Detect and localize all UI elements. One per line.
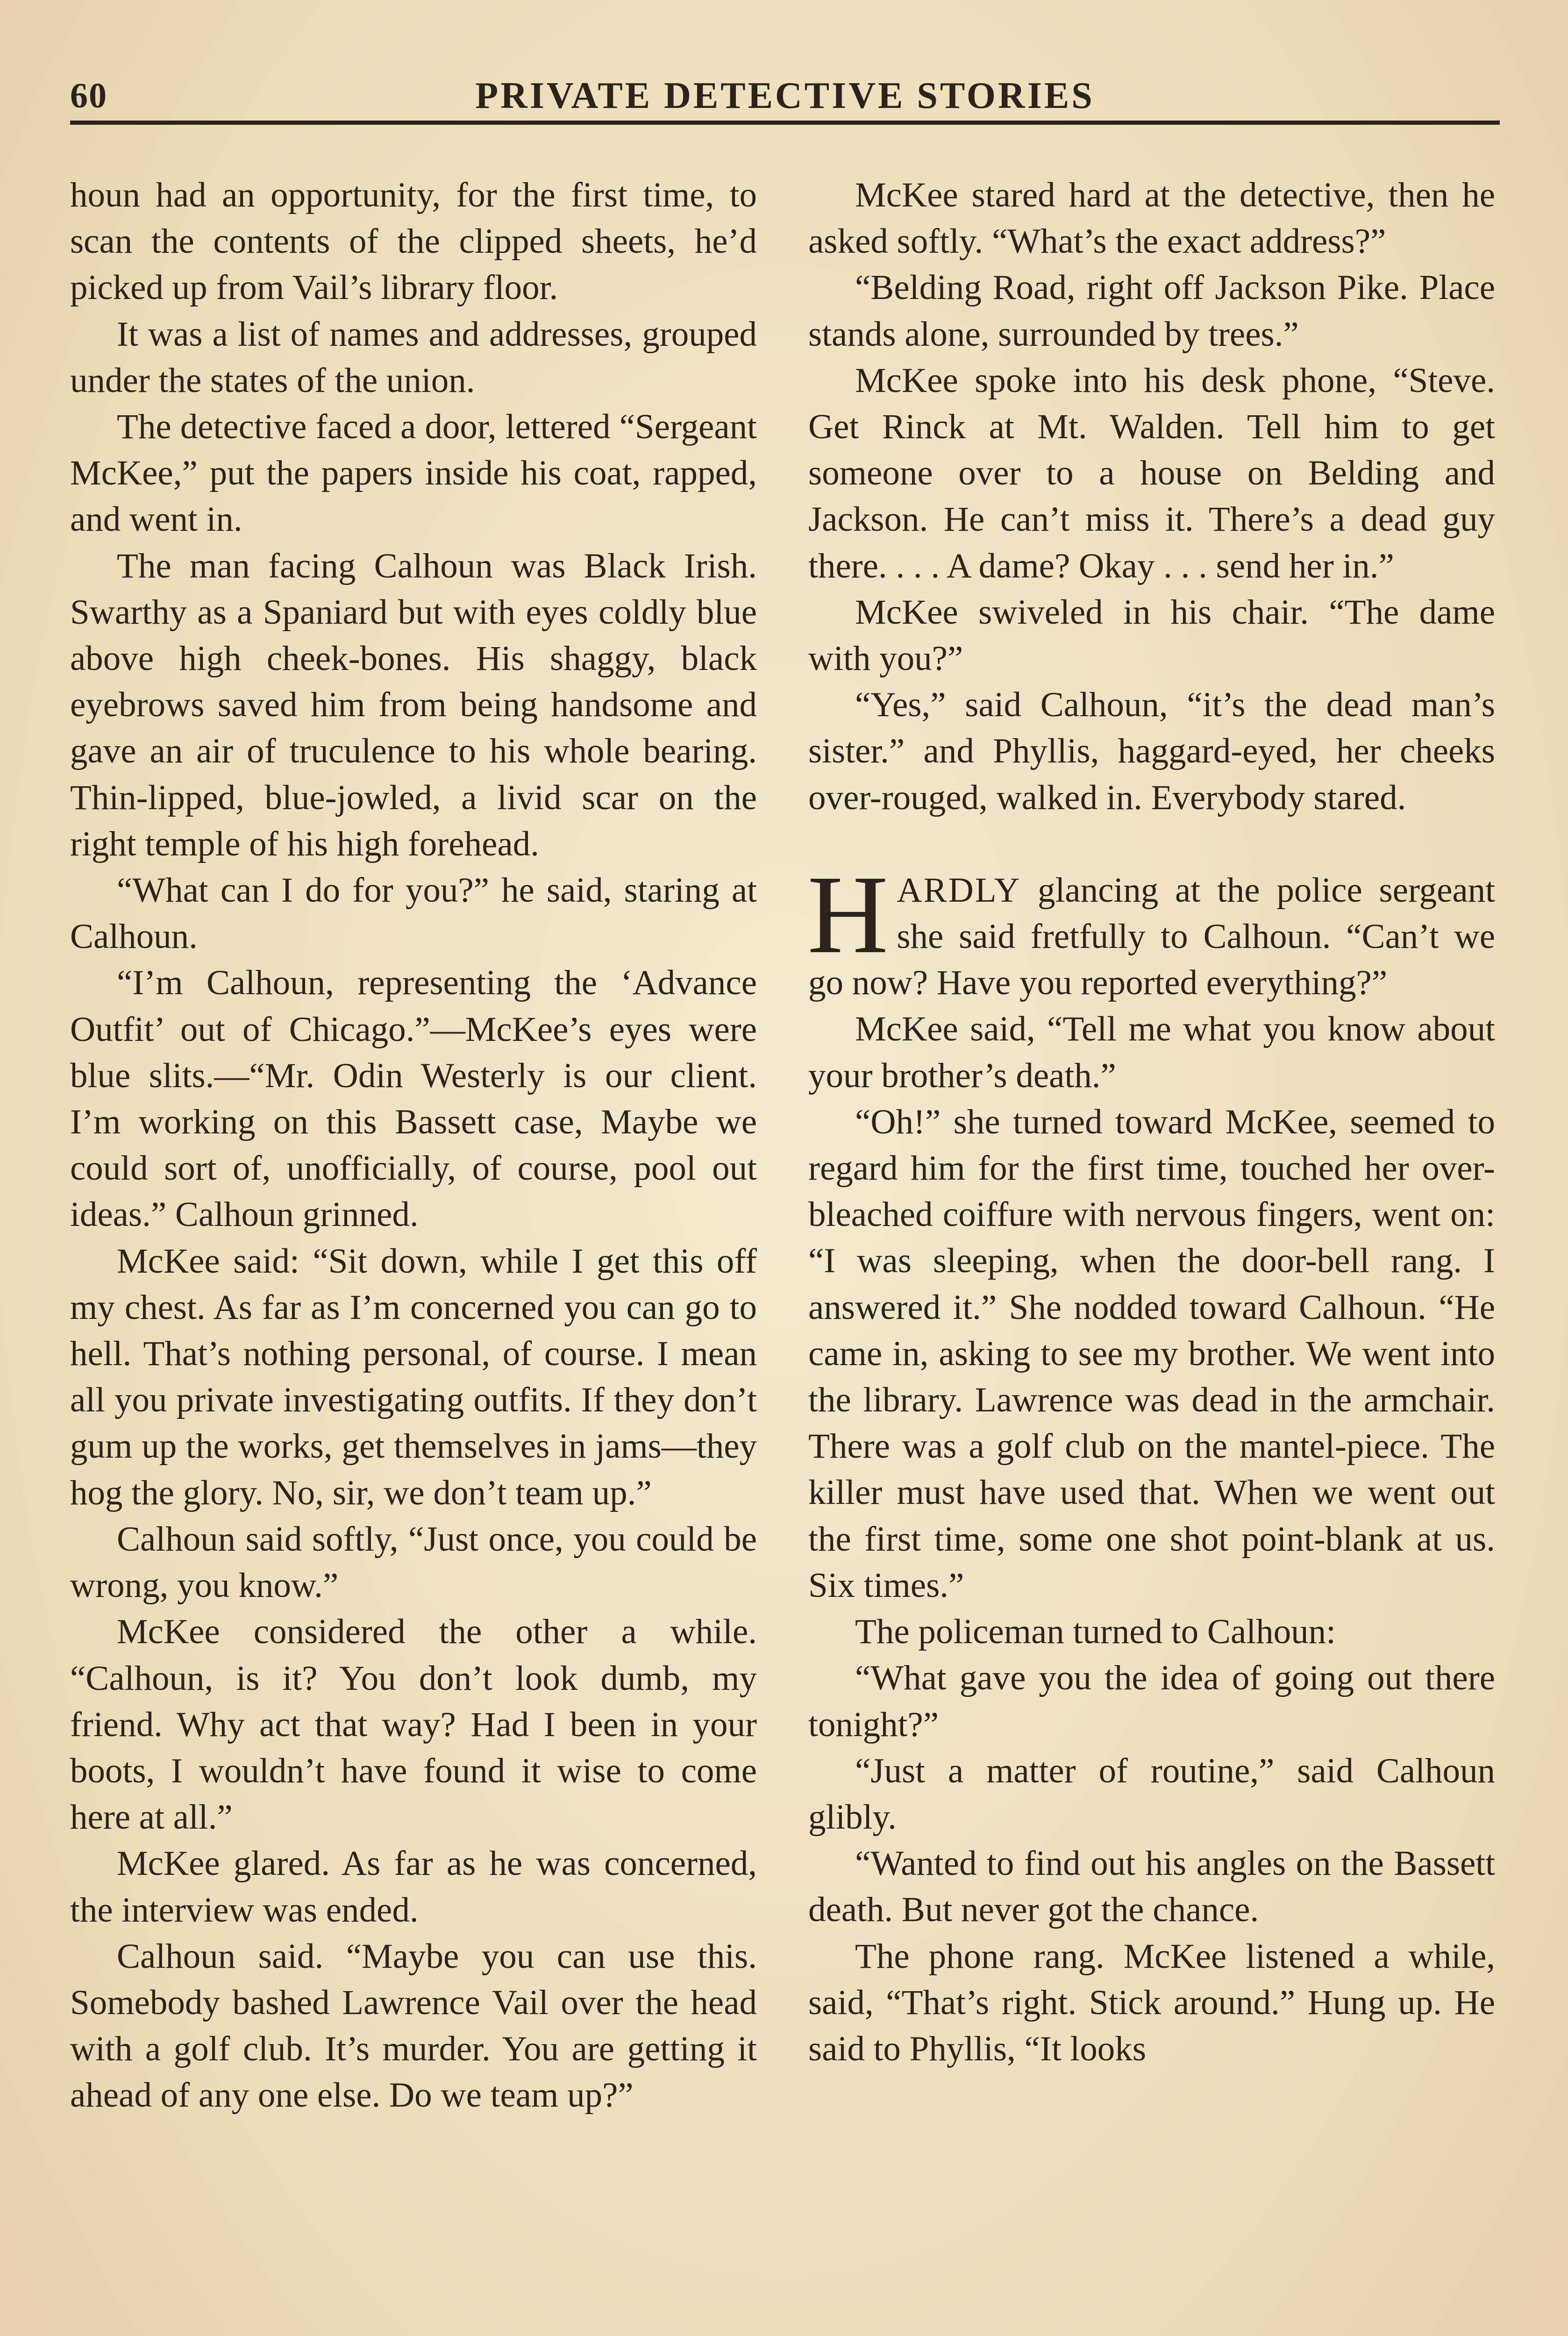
paragraph: “Yes,” said Calhoun, “it’s the dead man’s sister.” and Phyllis, haggard-eyed, her cheeks over-rouged, walked in. Everybody stared. [808,685,1495,817]
paragraph: McKee said, “Tell me what you know about your brother’s death.” [808,1010,1495,1095]
paragraph: McKee swiveled in his chair. “The dame with you?” [808,592,1495,678]
paragraph: The detective faced a door, lettered “Sergeant McKee,” put the papers inside his coat, rapped, and went in. [70,407,757,539]
paragraph: The phone rang. McKee listened a while, said, “That’s right. Stick around.” Hung up. He said to Phyllis, “It looks [808,1937,1495,2068]
paragraph: McKee spoke into his desk phone, “Steve. Get Rinck at Mt. Walden. Tell him to get someone over to a house on Belding and Jackson. He can’t miss it. There’s a dead guy there. . . . A dame? Okay . . . send her in.” [808,361,1495,585]
section-opening-paragraph [807,852,1495,1006]
paragraph: Calhoun said. “Maybe you can use this. Somebody bashed Lawrence Vail over the head with a golf club. It’s murder. You are getting it ahead of any one else. Do we team up?” [70,1937,757,2115]
right-column [808,172,1495,2072]
header-rule [70,121,1500,125]
paragraph: It was a list of names and addresses, grouped under the states of the union. [70,314,757,400]
paragraph: Calhoun said softly, “Just once, you could be wrong, you know.” [70,1519,757,1605]
paragraph: “Oh!” she turned toward McKee, seemed to regard him for the first time, touched her over-bleached coiffure with nervous fingers, went on: “I was sleeping, when the door-bell rang. I answered it.” She nodded toward Calhoun. “He came in, asking to see my brother. We went into the library. Lawrence was dead in the armchair. There was a golf club on the mantel-piece. The killer must have used that. When we went out the first time, some one shot point-blank at us. Six times.” [808,1102,1495,1605]
left-column [70,172,757,2119]
paragraph: “Wanted to find out his angles on the Bassett death. But never got the chance. [808,1844,1495,1930]
running-title: PRIVATE DETECTIVE STORIES [475,75,1095,116]
paragraph: “What can I do for you?” he said, staring at Calhoun. [70,871,757,956]
paragraph: “What gave you the idea of going out there tonight?” [808,1659,1495,1744]
page-header [70,70,1500,121]
paragraph: “Belding Road, right off Jackson Pike. Place stands alone, surrounded by trees.” [808,268,1495,354]
paragraph: McKee considered the other a while. “Calhoun, is it? You don’t look dumb, my friend. Why act that way? Had I been in your boots, I wouldn’t have found it wise to come here at all.” [70,1612,757,1837]
drop-cap: H [807,852,889,976]
paragraph: “Just a matter of routine,” said Calhoun glibly. [808,1751,1495,1837]
paragraph: The policeman turned to Calhoun: [855,1612,1336,1652]
paragraph: The man facing Calhoun was Black Irish. Swarthy as a Spaniard but with eyes coldly blue above high cheek-bones. His shaggy, black eyebrows saved him from being handsome and gave an air of truculence to his whole bearing. Thin-lipped, blue-jowled, a livid scar on the right temple of his high forehead. [70,546,757,863]
paragraph: McKee stared hard at the detective, then he asked softly. “What’s the exact address?” [808,176,1495,261]
paragraph: McKee said: “Sit down, while I get this off my chest. As far as I’m concerned you can go to hell. That’s nothing personal, of course. I mean all you private investigating outfits. If they don’t gum up the works, get themselves in jams—they hog the glory. No, sir, we don’t team up.” [70,1241,757,1512]
paragraph: McKee glared. As far as he was concerned, the interview was ended. [70,1844,757,1930]
page-number: 60 [70,76,107,115]
paragraph: “I’m Calhoun, representing the ‘Advance Outfit’ out of Chicago.”—McKee’s eyes were blue slits.—“Mr. Odin Westerly is our client. I’m working on this Bassett case, Maybe we could sort of, unofficially, of course, pool out ideas.” Calhoun grinned. [70,963,757,1234]
paragraph: houn had an opportunity, for the first time, to scan the contents of the clipped sheets, he’d picked up from Vail’s library floor. [70,176,757,307]
small-caps-lead: ARDLY [897,870,1021,910]
section-opening-text: glancing at the police sergeant she said fretfully to Calhoun. “Can’t we go now? Have you reported everything?” [808,870,1495,1003]
